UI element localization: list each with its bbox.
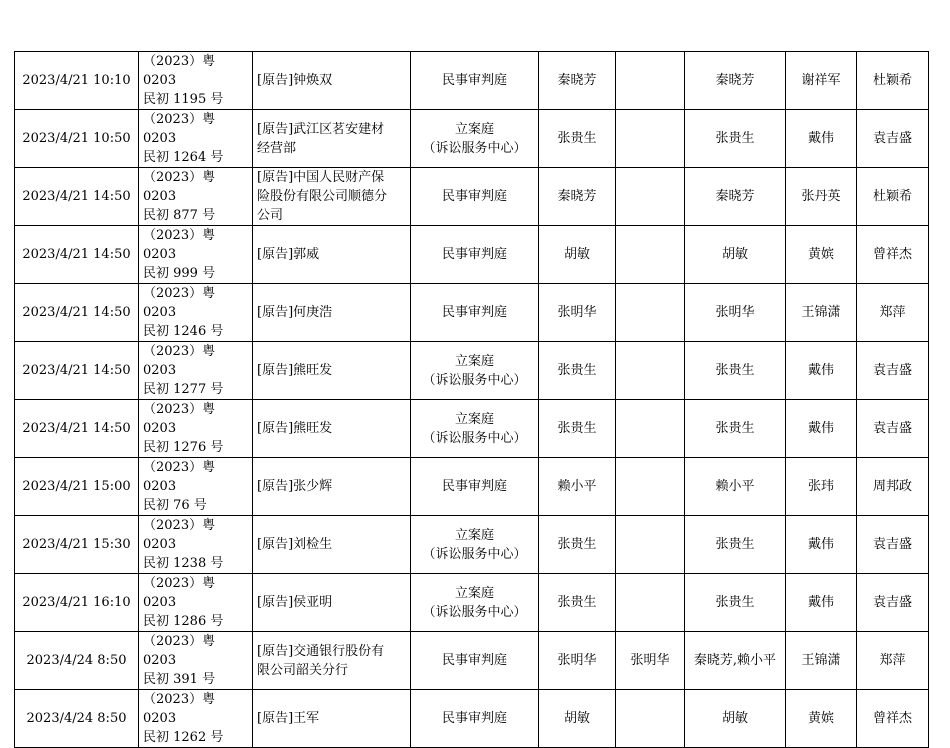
schedule-rows xyxy=(15,52,929,748)
clerk-name: 王锦潇 xyxy=(786,284,857,342)
recorder-name: 杜颖希 xyxy=(857,168,929,226)
court-division-line: 立案庭 xyxy=(454,121,494,137)
case-number-line: 民初 1238 号 xyxy=(143,556,224,571)
panel-members: 张贵生 xyxy=(685,342,786,400)
hearing-datetime: 2023/4/21 10:50 xyxy=(15,110,139,168)
court-division xyxy=(411,110,539,168)
case-number xyxy=(139,110,253,168)
table-row xyxy=(15,690,929,748)
recorder-name: 袁吉盛 xyxy=(857,342,929,400)
case-number-line: （2023）粤 0203 xyxy=(143,402,216,436)
party-name-line: [原告]交通银行股份有 xyxy=(257,643,385,659)
clerk-name: 张玮 xyxy=(786,458,857,516)
table-row xyxy=(15,400,929,458)
case-number-line: 民初 1276 号 xyxy=(143,440,224,455)
recorder-name: 袁吉盛 xyxy=(857,400,929,458)
presiding-judge: 张贵生 xyxy=(539,110,616,168)
party-name-line: [原告]何庚浩 xyxy=(257,305,333,320)
case-number-line: （2023）粤 0203 xyxy=(143,170,216,204)
case-number-line: 民初 999 号 xyxy=(143,266,216,281)
case-number xyxy=(139,690,253,748)
panel-members: 张贵生 xyxy=(685,110,786,168)
hearing-datetime: 2023/4/21 14:50 xyxy=(15,168,139,226)
case-number-line: 民初 391 号 xyxy=(143,672,216,687)
table-row xyxy=(15,516,929,574)
assistant-judge xyxy=(616,284,685,342)
case-number-line: 民初 1195 号 xyxy=(143,92,224,107)
hearing-schedule-table xyxy=(14,51,929,748)
table-row xyxy=(15,226,929,284)
clerk-name: 戴伟 xyxy=(786,110,857,168)
court-division-line: 民事审判庭 xyxy=(441,305,507,320)
hearing-datetime: 2023/4/21 14:50 xyxy=(15,342,139,400)
assistant-judge xyxy=(616,168,685,226)
party-name-line: [原告]侯亚明 xyxy=(257,595,333,610)
case-number xyxy=(139,400,253,458)
case-number-line: 民初 1264 号 xyxy=(143,150,224,165)
recorder-name: 袁吉盛 xyxy=(857,516,929,574)
panel-members: 秦晓芳 xyxy=(685,52,786,110)
party-name-line: [原告]刘检生 xyxy=(257,537,333,552)
assistant-judge xyxy=(616,52,685,110)
party-name xyxy=(253,226,411,284)
case-number-line: 民初 1277 号 xyxy=(143,382,224,397)
court-division xyxy=(411,52,539,110)
presiding-judge: 张贵生 xyxy=(539,516,616,574)
presiding-judge: 张贵生 xyxy=(539,574,616,632)
party-name xyxy=(253,52,411,110)
hearing-datetime: 2023/4/21 14:50 xyxy=(15,284,139,342)
panel-members: 胡敏 xyxy=(685,690,786,748)
case-number-line: 民初 877 号 xyxy=(143,208,216,223)
party-name-line: [原告]中国人民财产保 xyxy=(257,170,385,185)
case-number-line: （2023）粤 0203 xyxy=(143,344,216,378)
assistant-judge xyxy=(616,690,685,748)
panel-members: 胡敏 xyxy=(685,226,786,284)
table-row xyxy=(15,110,929,168)
recorder-name: 袁吉盛 xyxy=(857,110,929,168)
hearing-datetime: 2023/4/21 10:10 xyxy=(15,52,139,110)
assistant-judge xyxy=(616,516,685,574)
party-name xyxy=(253,574,411,632)
presiding-judge: 张贵生 xyxy=(539,342,616,400)
court-division xyxy=(411,168,539,226)
court-division xyxy=(411,516,539,574)
assistant-judge xyxy=(616,574,685,632)
recorder-name: 曾祥杰 xyxy=(857,226,929,284)
court-division-line: （诉讼服务中心） xyxy=(422,372,527,388)
case-number-line: （2023）粤 0203 xyxy=(143,692,216,726)
assistant-judge xyxy=(616,400,685,458)
recorder-name: 郑萍 xyxy=(857,632,929,690)
court-division-line: 立案庭 xyxy=(454,527,494,543)
party-name xyxy=(253,458,411,516)
case-number-line: （2023）粤 0203 xyxy=(143,518,216,552)
panel-members: 张贵生 xyxy=(685,574,786,632)
court-division-line: （诉讼服务中心） xyxy=(422,430,527,446)
case-number-line: 民初 1262 号 xyxy=(143,730,224,745)
party-name xyxy=(253,400,411,458)
table-row xyxy=(15,458,929,516)
court-division-line: 民事审判庭 xyxy=(441,247,507,262)
court-division xyxy=(411,632,539,690)
party-name-line: [原告]熊旺发 xyxy=(257,421,333,436)
party-name-line: 经营部 xyxy=(257,140,297,156)
clerk-name: 戴伟 xyxy=(786,342,857,400)
case-number xyxy=(139,458,253,516)
panel-members: 张明华 xyxy=(685,284,786,342)
table-row xyxy=(15,168,929,226)
clerk-name: 戴伟 xyxy=(786,516,857,574)
party-name xyxy=(253,690,411,748)
table-row xyxy=(15,574,929,632)
table-row xyxy=(15,52,929,110)
case-number xyxy=(139,516,253,574)
court-division-line: 立案庭 xyxy=(454,411,494,427)
court-division xyxy=(411,284,539,342)
presiding-judge: 秦晓芳 xyxy=(539,168,616,226)
party-name xyxy=(253,516,411,574)
hearing-datetime: 2023/4/21 16:10 xyxy=(15,574,139,632)
presiding-judge: 张明华 xyxy=(539,632,616,690)
case-number xyxy=(139,52,253,110)
party-name-line: 公司 xyxy=(257,208,284,223)
clerk-name: 戴伟 xyxy=(786,574,857,632)
hearing-datetime: 2023/4/21 15:00 xyxy=(15,458,139,516)
panel-members: 张贵生 xyxy=(685,516,786,574)
court-division xyxy=(411,690,539,748)
case-number-line: （2023）粤 0203 xyxy=(143,634,216,668)
clerk-name: 谢祥军 xyxy=(786,52,857,110)
assistant-judge xyxy=(616,458,685,516)
court-division-line: （诉讼服务中心） xyxy=(422,604,527,620)
party-name-line: 险股份有限公司顺德分 xyxy=(257,189,388,204)
table-row xyxy=(15,284,929,342)
case-number-line: （2023）粤 0203 xyxy=(143,54,216,88)
clerk-name: 黄嫔 xyxy=(786,690,857,748)
party-name-line: [原告]武江区茗安建材 xyxy=(257,121,385,137)
court-division-line: 民事审判庭 xyxy=(441,653,507,668)
table-row xyxy=(15,632,929,690)
case-number-line: （2023）粤 0203 xyxy=(143,576,216,610)
presiding-judge: 胡敏 xyxy=(539,226,616,284)
presiding-judge: 张贵生 xyxy=(539,400,616,458)
presiding-judge: 秦晓芳 xyxy=(539,52,616,110)
party-name-line: [原告]郭威 xyxy=(257,247,320,262)
clerk-name: 张丹英 xyxy=(786,168,857,226)
case-number xyxy=(139,342,253,400)
recorder-name: 郑萍 xyxy=(857,284,929,342)
court-division-line: 民事审判庭 xyxy=(441,189,507,204)
panel-members: 赖小平 xyxy=(685,458,786,516)
case-number xyxy=(139,574,253,632)
party-name xyxy=(253,632,411,690)
assistant-judge: 张明华 xyxy=(616,632,685,690)
clerk-name: 戴伟 xyxy=(786,400,857,458)
hearing-datetime: 2023/4/24 8:50 xyxy=(15,690,139,748)
panel-members: 秦晓芳 xyxy=(685,168,786,226)
party-name xyxy=(253,342,411,400)
recorder-name: 周邦政 xyxy=(857,458,929,516)
hearing-datetime: 2023/4/21 14:50 xyxy=(15,226,139,284)
court-division xyxy=(411,574,539,632)
recorder-name: 袁吉盛 xyxy=(857,574,929,632)
party-name xyxy=(253,284,411,342)
assistant-judge xyxy=(616,226,685,284)
hearing-datetime: 2023/4/24 8:50 xyxy=(15,632,139,690)
case-number-line: （2023）粤 0203 xyxy=(143,460,216,494)
court-division-line: 民事审判庭 xyxy=(441,711,507,726)
case-number xyxy=(139,168,253,226)
presiding-judge: 张明华 xyxy=(539,284,616,342)
recorder-name: 曾祥杰 xyxy=(857,690,929,748)
case-number-line: （2023）粤 0203 xyxy=(143,228,216,262)
case-number xyxy=(139,284,253,342)
case-number-line: 民初 1286 号 xyxy=(143,614,224,629)
party-name xyxy=(253,168,411,226)
court-division-line: （诉讼服务中心） xyxy=(422,140,527,156)
court-division xyxy=(411,342,539,400)
assistant-judge xyxy=(616,110,685,168)
court-division xyxy=(411,458,539,516)
clerk-name: 王锦潇 xyxy=(786,632,857,690)
hearing-datetime: 2023/4/21 14:50 xyxy=(15,400,139,458)
presiding-judge: 胡敏 xyxy=(539,690,616,748)
party-name-line: [原告]钟焕双 xyxy=(257,73,333,88)
case-number-line: （2023）粤 0203 xyxy=(143,286,216,320)
court-division xyxy=(411,400,539,458)
court-division-line: 立案庭 xyxy=(454,353,494,369)
panel-members: 张贵生 xyxy=(685,400,786,458)
assistant-judge xyxy=(616,342,685,400)
court-division-line: （诉讼服务中心） xyxy=(422,546,527,562)
court-division-line: 立案庭 xyxy=(454,585,494,601)
clerk-name: 黄嫔 xyxy=(786,226,857,284)
party-name xyxy=(253,110,411,168)
presiding-judge: 赖小平 xyxy=(539,458,616,516)
panel-members: 秦晓芳,赖小平 xyxy=(685,632,786,690)
recorder-name: 杜颖希 xyxy=(857,52,929,110)
court-division xyxy=(411,226,539,284)
party-name-line: 限公司韶关分行 xyxy=(257,662,349,678)
court-division-line: 民事审判庭 xyxy=(441,479,507,494)
case-number-line: 民初 1246 号 xyxy=(143,324,224,339)
case-number-line: （2023）粤 0203 xyxy=(143,112,216,146)
hearing-datetime: 2023/4/21 15:30 xyxy=(15,516,139,574)
table-row xyxy=(15,342,929,400)
court-division-line: 民事审判庭 xyxy=(441,73,507,88)
case-number xyxy=(139,226,253,284)
case-number-line: 民初 76 号 xyxy=(143,498,207,513)
party-name-line: [原告]王军 xyxy=(257,711,320,726)
case-number xyxy=(139,632,253,690)
party-name-line: [原告]张少辉 xyxy=(257,479,333,494)
party-name-line: [原告]熊旺发 xyxy=(257,363,333,378)
